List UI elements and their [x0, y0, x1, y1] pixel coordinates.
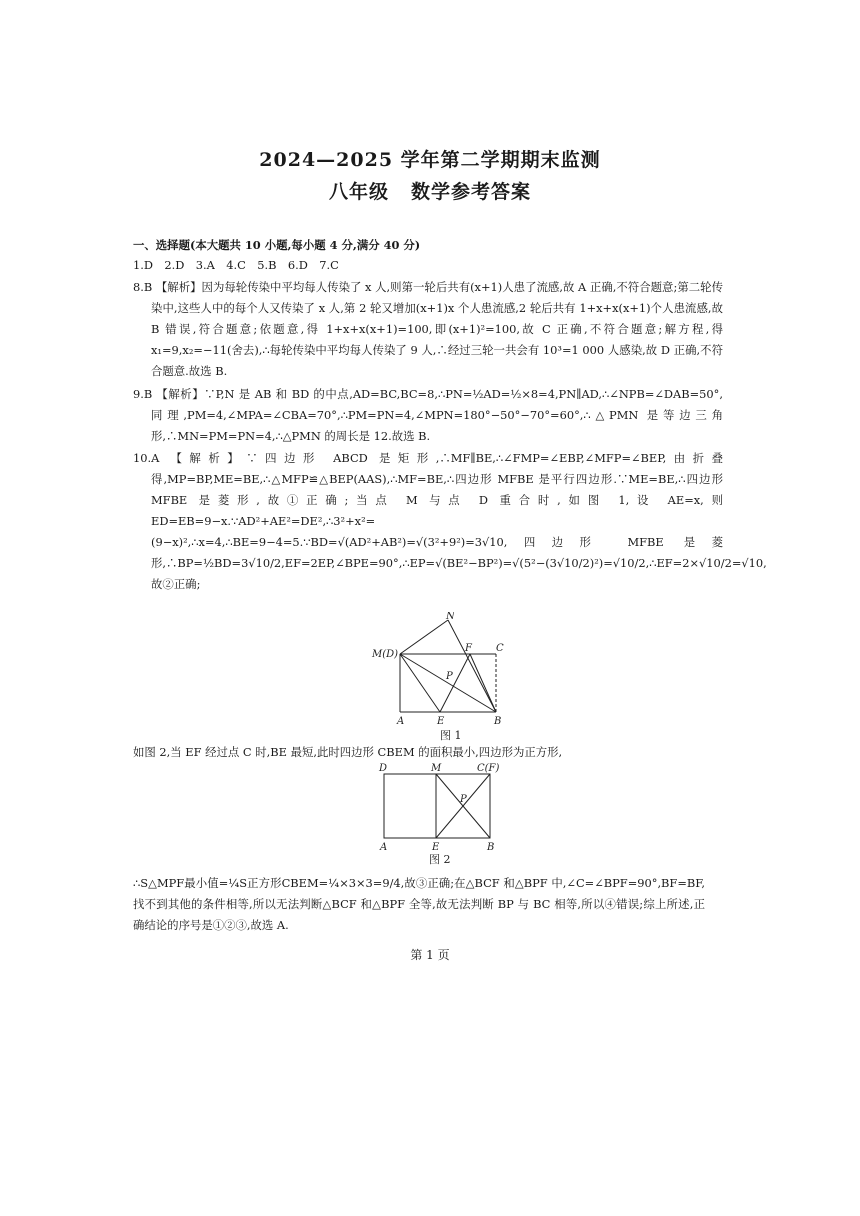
- fig1-segment-ME: [400, 654, 440, 712]
- document-title: 2024—2025 学年第二学期期末监测: [259, 149, 601, 171]
- grade-label: 八年级: [328, 181, 389, 203]
- section-heading: 一、选择题(本大题共 10 小题,每小题 4 分,满分 40 分): [133, 238, 421, 252]
- fig1-segment-NB: [448, 620, 496, 712]
- fig1-label-A: A: [397, 716, 405, 727]
- page-number: 第 1 页: [410, 948, 450, 962]
- question-10-solution: 10.A 【解析】∵四边形 ABCD 是矩形,∴MF∥BE,∴∠FMP=∠EBP,∠MFP=∠BEP,由折叠得,MP=BP,ME=BE,∴△MFP≌△BEP(AAS),∴MF=BE,∴四边形 MFBE 是平行四边形.∵ME=BE,∴四边形 MFBE 是菱形,故①正确;当点 M 与点 D 重合时,如图 1,设 AE=x,则 ED=EB=9−x.∵AD²+AE²=DE²,∴3²+x²=(9−x)²,∴x=4,∴BE=9−4=5.∵BD=√(AD²+AB²)=√(3²+9²)=3√10,四边形 MFBE 是菱形,∴BP=½BD=3√10/2,EF=2EP,∠BPE=90°,∴EP=√(BE²−BP²)=√(5²−(3√10/2)²)=√10/2,∴EF=2×√10/2=√10,故②正确;: [133, 451, 767, 591]
- question-8-solution: 8.B 【解析】因为每轮传染中平均每人传染了 x 人,则第一轮后共有(x+1)人患了流感,故 A 正确,不符合题意;第二轮传染中,这些人中的每个人又传染了 x 人,第 2 轮又增加(x+1)x 个人患流感,2 轮后共有 1+x+x(x+1)个人患流感,故 B 错误,符合题意;依题意,得 1+x+x(x+1)=100,即(x+1)²=100,故 C 正确,不符合题意;解方程,得 x₁=9,x₂=−11(舍去),∴每轮传染中平均每人传染了 9 人,∴经过三轮一共会有 10³=1 000 人感染,故 D 正确,不符合题意.故选 B.: [133, 280, 723, 378]
- fig1-label-C: C: [496, 643, 504, 654]
- fig2-label-CF: C(F): [477, 763, 500, 774]
- fig1-label-E: E: [437, 716, 445, 727]
- fig1-segment-MN: [400, 620, 448, 654]
- answer-list: 1.D 2.D 3.A 4.C 5.B 6.D 7.C: [133, 258, 339, 272]
- fig1-diagonal-DB: [400, 654, 496, 712]
- subject-label: 数学参考答案: [411, 181, 532, 203]
- figure-1-diagram: [360, 612, 530, 744]
- fig1-segment-FE: [440, 654, 470, 712]
- figure-2-caption: 图 2: [429, 853, 451, 866]
- fig1-segment-FB: [470, 654, 496, 712]
- document-subtitle: [0, 177, 860, 204]
- fig2-label-E: E: [432, 842, 440, 853]
- fig2-label-A: A: [380, 842, 388, 853]
- fig2-label-B: B: [487, 842, 495, 853]
- fig1-label-F: F: [465, 643, 472, 654]
- fig1-label-N: N: [446, 612, 455, 622]
- fig2-rectangle-ABCD: [384, 774, 490, 838]
- fig2-label-D: D: [379, 763, 388, 774]
- fig2-label-P: P: [460, 794, 467, 805]
- figure-2-diagram: [370, 760, 510, 866]
- figure-1-caption: 图 1: [440, 729, 462, 742]
- fig1-label-MD: M(D): [372, 649, 399, 660]
- fig2-label-M: M: [431, 763, 442, 774]
- fig1-label-P: P: [446, 671, 453, 682]
- figure-2-intro: 如图 2,当 EF 经过点 C 时,BE 最短,此时四边形 CBEM 的面积最小,四边形为正方形,: [133, 745, 563, 759]
- fig1-label-B: B: [494, 716, 502, 727]
- question-9-solution: 9.B 【解析】∵P,N 是 AB 和 BD 的中点,AD=BC,BC=8,∴PN=½AD=½×8=4,PN∥AD,∴∠NPB=∠DAB=50°,同理,PM=4,∠MPA=∠CBA=70°,∴PM=PN=4,∠MPN=180°−50°−70°=60°,∴△PMN 是等边三角形,∴MN=PM=PN=4,∴△PMN 的周长是 12.故选 B.: [133, 387, 723, 443]
- question-10-conclusion: ∴S△MPF最小值=¼S正方形CBEM=¼×3×3=9/4,故③正确;在△BCF 和△BPF 中,∠C=∠BPF=90°,BF=BF,找不到其他的条件相等,所以无法判断△BCF 和△BPF 全等,故无法判断 BP 与 BC 相等,所以④错误;综上所述,正确结论的序号是①②③,故选 A.: [133, 876, 705, 932]
